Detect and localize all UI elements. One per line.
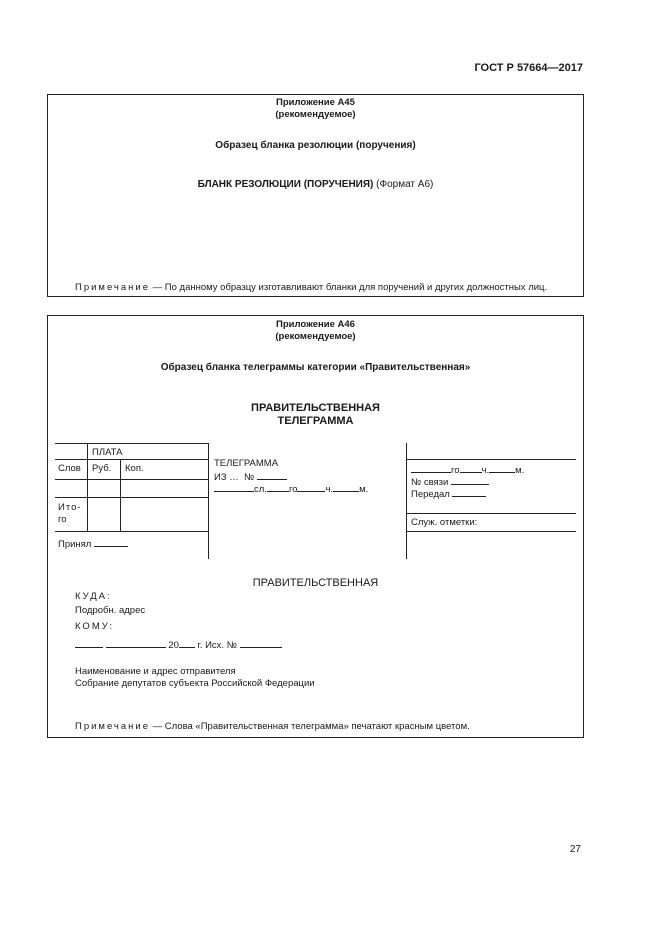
resolution-form-name: БЛАНК РЕЗОЛЮЦИИ (ПОРУЧЕНИЯ) bbox=[197, 179, 374, 190]
right-minute-blank bbox=[489, 463, 515, 473]
table-line bbox=[87, 443, 88, 531]
prinyal-label: Принял bbox=[58, 539, 92, 550]
prinyal-blank bbox=[94, 537, 128, 547]
minute-blank bbox=[333, 482, 359, 492]
table-line bbox=[120, 459, 121, 531]
day-blank bbox=[267, 482, 289, 492]
iz-number-label: № bbox=[244, 472, 255, 483]
svyazi-label: № связи bbox=[411, 477, 449, 488]
table-itogo-1: Ито- bbox=[58, 502, 82, 513]
right-m-label: м. bbox=[515, 465, 525, 476]
table-col-kop: Коп. bbox=[125, 463, 144, 474]
table-line bbox=[208, 443, 209, 559]
right-peredal-line bbox=[411, 487, 486, 500]
m-label: м. bbox=[359, 484, 369, 495]
appendix-a45-heading: Образец бланка резолюции (поручения) bbox=[215, 140, 416, 151]
date-line bbox=[75, 638, 282, 651]
go-label: го bbox=[288, 484, 298, 495]
table-col-rub: Руб. bbox=[92, 463, 112, 474]
year-prefix: 20 bbox=[168, 640, 179, 651]
kuda-label: КУДА: bbox=[75, 591, 112, 602]
right-hour-blank bbox=[460, 463, 482, 473]
date-day-blank bbox=[75, 638, 103, 648]
sl-label: сл. bbox=[254, 484, 267, 495]
sender-value: Собрание депутатов субъекта Российской Федерации bbox=[75, 678, 315, 689]
table-prinyal bbox=[58, 537, 128, 550]
note-label: Примечание bbox=[75, 282, 150, 293]
outgoing-number-label: г. Исх. № bbox=[197, 640, 237, 651]
table-header-plata: ПЛАТА bbox=[92, 447, 123, 458]
appendix-a45-note bbox=[75, 282, 547, 293]
address-detail: Подробн. адрес bbox=[75, 605, 146, 616]
table-line bbox=[55, 531, 208, 532]
resolution-form-format: (Формат А6) bbox=[376, 179, 434, 190]
telegram-title-line-2: ТЕЛЕГРАММА bbox=[277, 415, 354, 427]
right-go-label: го bbox=[451, 465, 460, 476]
sluzh-otmetki: Служ. отметки: bbox=[411, 517, 478, 528]
table-itogo-2: го bbox=[58, 514, 67, 525]
right-line bbox=[406, 531, 576, 532]
table-line bbox=[55, 443, 208, 444]
document-code: ГОСТ Р 57664—2017 bbox=[474, 62, 583, 74]
komu-label: КОМУ: bbox=[75, 621, 115, 632]
right-line bbox=[406, 459, 576, 460]
appendix-a45-subtitle: (рекомендуемое) bbox=[275, 109, 356, 120]
hour-blank bbox=[297, 482, 325, 492]
table-line bbox=[55, 479, 208, 480]
appendix-a46-title: Приложение А46 bbox=[276, 319, 355, 330]
svyazi-blank bbox=[451, 475, 489, 485]
date-month-blank bbox=[106, 638, 166, 648]
note-label: Примечание bbox=[75, 721, 150, 732]
table-line bbox=[55, 497, 208, 498]
note-text: — По данному образцу изготавливают бланки для поручений и других должностных лиц. bbox=[152, 282, 548, 293]
table-col-words: Слов bbox=[58, 463, 81, 474]
peredal-blank bbox=[452, 487, 486, 497]
sender-label: Наименование и адрес отправителя bbox=[75, 666, 236, 677]
table-line bbox=[55, 459, 208, 460]
resolution-form-name-line bbox=[47, 179, 584, 190]
category-word: ПРАВИТЕЛЬСТВЕННАЯ bbox=[252, 577, 379, 589]
appendix-a46-subtitle: (рекомендуемое) bbox=[275, 331, 356, 342]
peredal-label: Передал bbox=[411, 489, 450, 500]
telegram-title-line-1: ПРАВИТЕЛЬСТВЕННАЯ bbox=[251, 402, 380, 414]
iz-label: ИЗ … bbox=[214, 472, 239, 483]
words-blank bbox=[214, 482, 254, 492]
right-ch-label: ч. bbox=[481, 465, 490, 476]
telegram-label: ТЕЛЕГРАММА bbox=[214, 458, 279, 469]
appendix-a45-title: Приложение А45 bbox=[276, 97, 355, 108]
right-day-blank bbox=[411, 463, 451, 473]
appendix-a46-heading: Образец бланка телеграммы категории «Правительственная» bbox=[160, 362, 471, 373]
outgoing-number-blank bbox=[240, 638, 282, 648]
right-column-border bbox=[406, 443, 407, 559]
iz-number-blank bbox=[257, 470, 287, 480]
year-blank bbox=[179, 638, 195, 648]
right-line bbox=[406, 513, 576, 514]
appendix-a46-note bbox=[75, 721, 470, 732]
page-number: 27 bbox=[569, 844, 581, 855]
telegram-time-line bbox=[214, 482, 368, 495]
appendix-a45-frame bbox=[47, 94, 584, 297]
note-text: — Слова «Правительственная телеграмма» печатают красным цветом. bbox=[152, 721, 470, 732]
ch-label: ч. bbox=[325, 484, 334, 495]
